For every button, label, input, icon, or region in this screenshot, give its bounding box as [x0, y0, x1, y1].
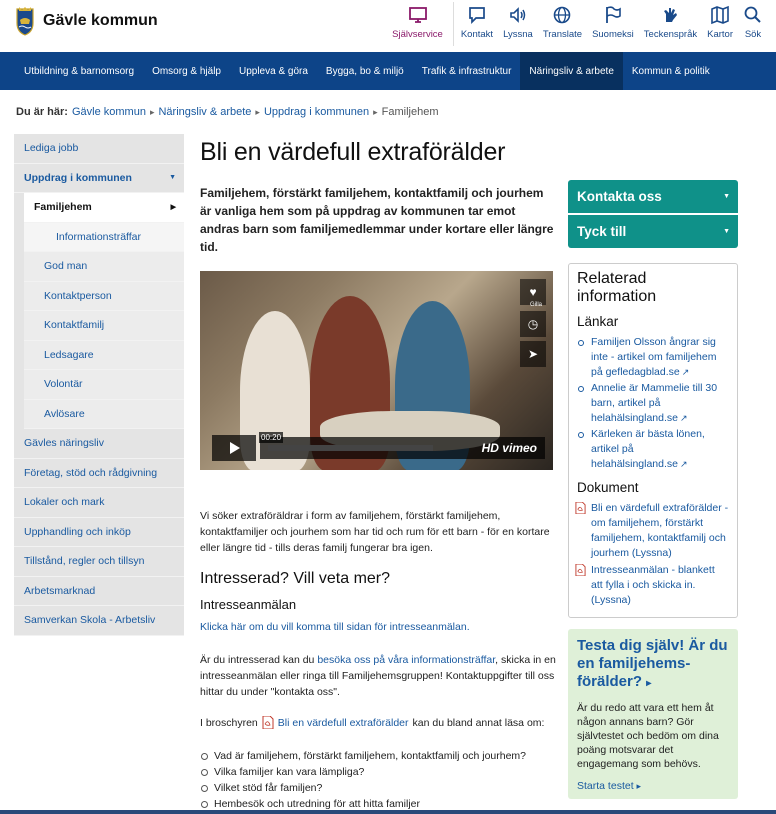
page-title: Bli en värdefull extraförälder: [200, 138, 506, 166]
nav-item-utbildning[interactable]: Utbildning & barnomsorg: [24, 65, 135, 77]
text: Är du intresserad kan du: [200, 654, 318, 666]
hand-icon: [660, 5, 680, 25]
text: I broschyren: [200, 716, 258, 729]
documents-heading: Dokument: [577, 480, 639, 495]
sidebar-item-upphandling[interactable]: Upphandling och inköp: [14, 518, 184, 548]
accordion-label: Tyck till: [577, 224, 627, 239]
sidebar-nav: [14, 134, 184, 636]
chevron-down-icon: ▼: [723, 228, 730, 235]
coat-of-arms-icon: [14, 6, 36, 36]
logo-text: Gävle kommun: [43, 12, 158, 29]
top-header: [0, 0, 776, 50]
document-link[interactable]: [577, 563, 729, 608]
link-text: Intresseanmälan - blankett att fylla i och skicka in. (Lyssna): [591, 564, 715, 606]
bottom-edge: [0, 810, 776, 814]
tool-sjalvservice[interactable]: [387, 2, 454, 46]
nav-item-bygga[interactable]: Bygga, bo & miljö: [325, 65, 404, 77]
clock-icon: ◷: [527, 317, 539, 331]
video-controls: [260, 437, 545, 459]
chevron-down-icon: ▼: [723, 193, 730, 200]
tool-sok[interactable]: [738, 2, 768, 46]
tool-label: Kontakt: [460, 29, 494, 40]
body-paragraph: [200, 652, 556, 700]
sidebar-item-label: Familjehem: [34, 201, 92, 214]
flag-icon: [603, 5, 623, 25]
related-title: Relaterad information: [577, 270, 657, 305]
breadcrumb-prefix: Du är här:: [16, 106, 68, 118]
tool-lyssna[interactable]: [498, 2, 538, 46]
subsection-heading: Intresseanmälan: [200, 597, 297, 612]
breadcrumb-link[interactable]: Uppdrag i kommunen: [263, 106, 370, 118]
link-text: Annelie är Mammelie till 30 barn, artikel på helahälsingland.se: [591, 382, 718, 424]
sidebar-item-gavles-naringsliv[interactable]: Gävles näringsliv: [14, 429, 184, 459]
body-paragraph: Vi söker extraföräldrar i form av familjehem, förstärkt familjehem, kontaktfamiljer och jourhem som har tid och rum för ett barn - för en kortare eller längre tid - tills deras familj fungerar bra igen.: [200, 510, 550, 554]
chevron-right-icon: ▸: [373, 106, 378, 117]
list-item: Vad är familjehem, förstärkt familjehem, kontaktfamilj och jourhem?: [200, 748, 526, 764]
header-tools: [387, 2, 768, 46]
sidebar-item-volontar[interactable]: Volontär: [24, 370, 184, 400]
link-text: Bli en värdefull extraförälder - om familjehem, förstärkt familjehem, kontaktfamilj och jourhem (Lyssna): [591, 502, 729, 559]
list-item: Vilket stöd får familjen?: [200, 780, 526, 796]
breadcrumb-current: Familjehem: [381, 106, 439, 118]
sidebar-item-samverkan[interactable]: Samverkan Skola - Arbetsliv: [14, 606, 184, 636]
text: , skicka in en intresseanmälan eller ringa till Familjehemsgruppen! Kontaktuppgifter till oss hittar du under "kontakta oss".: [200, 654, 556, 698]
send-icon: ➤: [527, 347, 539, 361]
main-nav: [0, 52, 776, 90]
right-column: [568, 180, 738, 799]
sidebar-item-label: Uppdrag i kommunen: [24, 171, 132, 184]
tool-suomeksi[interactable]: [587, 2, 639, 46]
intresseanmalan-link[interactable]: Klicka här om du vill komma till sidan för intresseanmälan.: [200, 621, 470, 633]
map-icon: [710, 5, 730, 25]
link-text: Familjen Olsson ångrar sig inte - artikel om familjehem på gefledagblad.se: [591, 336, 717, 378]
sidebar-item-lokaler[interactable]: Lokaler och mark: [14, 488, 184, 518]
self-test-box: [568, 629, 738, 799]
tool-kontakt[interactable]: [456, 2, 498, 46]
heart-icon: ♥: [529, 285, 537, 299]
start-test-link[interactable]: [577, 780, 729, 792]
informationstraffar-link[interactable]: besöka oss på våra informationsträffar: [317, 654, 496, 666]
monitor-icon: [408, 5, 428, 25]
play-icon: [227, 441, 241, 455]
document-link[interactable]: [577, 501, 729, 561]
chevron-down-icon: ▼: [169, 174, 176, 182]
nav-item-omsorg[interactable]: Omsorg & hjälp: [152, 65, 221, 77]
like-label: Gilla: [529, 302, 542, 308]
section-heading: Intresserad? Vill veta mer?: [200, 570, 391, 587]
links-heading: Länkar: [577, 314, 619, 329]
related-link[interactable]: [577, 427, 729, 472]
tool-kartor[interactable]: [702, 2, 738, 46]
nav-item-uppleva[interactable]: Uppleva & göra: [238, 65, 308, 77]
tool-label: Teckenspråk: [643, 29, 698, 40]
video-progress-track[interactable]: [268, 445, 433, 451]
share-button[interactable]: [520, 341, 546, 367]
breadcrumb: [16, 106, 439, 118]
contact-accordion[interactable]: [568, 180, 738, 213]
chevron-right-icon: ▸: [646, 678, 652, 689]
external-link-icon: ↗: [681, 367, 690, 377]
pdf-icon: [262, 716, 274, 729]
self-test-body: Är du redo att vara ett hem åt någon annans barn? Gör självtestet och bedöm om dina poäng motsvarar det engagemang som behövs.: [577, 702, 719, 770]
video-player[interactable]: [200, 271, 553, 470]
tool-label: Lyssna: [503, 29, 533, 40]
tool-teckensprak[interactable]: [639, 2, 702, 46]
link-text: Kärleken är bästa lönen, artikel på helahälsingland.se: [591, 428, 705, 470]
brochure-link[interactable]: Bli en värdefull extraförälder: [277, 716, 409, 729]
nav-item-trafik[interactable]: Trafik & infrastruktur: [421, 65, 512, 77]
breadcrumb-link[interactable]: Näringsliv & arbete: [158, 106, 252, 118]
sidebar-item-tillstand[interactable]: Tillstånd, regler och tillsyn: [14, 547, 184, 577]
chevron-right-icon: ▸: [255, 106, 260, 117]
title-text: Testa dig själv! Är du en familjehems-förälder?: [577, 637, 728, 690]
globe-icon: [552, 5, 572, 25]
sidebar-item-lediga-jobb[interactable]: Lediga jobb: [14, 134, 184, 164]
play-button[interactable]: [212, 435, 256, 461]
chat-icon: [467, 5, 487, 25]
tool-label: Kartor: [707, 29, 733, 40]
speaker-icon: [508, 5, 528, 25]
external-link-icon: ↗: [679, 459, 688, 469]
lead-paragraph: Familjehem, förstärkt familjehem, kontaktfamilj och jourhem är vanliga hem som på uppdrag av kommunen tar emot andras barn som familjemedlemmar under kortare eller längre tid.: [200, 186, 554, 254]
chevron-right-icon: ▸: [636, 781, 642, 791]
chevron-right-icon: ▶: [170, 204, 176, 212]
brochure-paragraph: [200, 716, 544, 729]
tool-label: Suomeksi: [592, 29, 634, 40]
list-item: Vilka familjer kan vara lämpliga?: [200, 764, 526, 780]
feedback-accordion[interactable]: [568, 215, 738, 248]
tool-label: Självservice: [392, 29, 443, 40]
self-test-title[interactable]: [577, 637, 729, 693]
external-link-icon: ↗: [679, 413, 688, 423]
accordion-label: Kontakta oss: [577, 189, 662, 204]
pdf-icon: [575, 564, 586, 576]
nav-item-naringsliv[interactable]: Näringsliv & arbete: [520, 52, 622, 90]
sidebar-item-foretag[interactable]: Företag, stöd och rådgivning: [14, 459, 184, 489]
watch-later-button[interactable]: [520, 311, 546, 337]
vimeo-logo[interactable]: HD vimeo: [481, 441, 537, 455]
sidebar-item-kontaktfamilj[interactable]: Kontaktfamilj: [24, 311, 184, 341]
sidebar-item-ledsagare[interactable]: Ledsagare: [24, 341, 184, 371]
site-logo[interactable]: [14, 6, 158, 36]
main-content: [200, 134, 556, 810]
related-link[interactable]: [577, 335, 729, 380]
sidebar-item-arbetsmarknad[interactable]: Arbetsmarknad: [14, 577, 184, 607]
related-link[interactable]: [577, 381, 729, 426]
sidebar-item-avlosare[interactable]: Avlösare: [24, 400, 184, 430]
sidebar-item-kontaktperson[interactable]: Kontaktperson: [24, 282, 184, 312]
sidebar-item-uppdrag[interactable]: [14, 164, 184, 194]
sidebar-item-informationstraffar[interactable]: Informationsträffar: [24, 223, 184, 253]
sidebar-item-god-man[interactable]: God man: [24, 252, 184, 282]
text: kan du bland annat läsa om:: [412, 716, 545, 729]
sidebar-item-familjehem[interactable]: [24, 193, 184, 223]
nav-item-kommun[interactable]: Kommun & politik: [631, 65, 710, 77]
breadcrumb-link[interactable]: Gävle kommun: [71, 106, 146, 118]
tool-label: Sök: [744, 29, 762, 40]
link-text: Starta testet: [577, 780, 634, 792]
tool-label: Translate: [542, 29, 583, 40]
brochure-list: [200, 748, 526, 812]
pdf-icon: [575, 502, 586, 514]
related-info-box: [568, 263, 738, 618]
list-item: Hembesök och utredning för att hitta familjer: [200, 796, 526, 812]
search-icon: [743, 5, 763, 25]
tool-translate[interactable]: [538, 2, 587, 46]
video-time: 00:20: [261, 433, 282, 442]
chevron-right-icon: ▸: [149, 106, 155, 117]
